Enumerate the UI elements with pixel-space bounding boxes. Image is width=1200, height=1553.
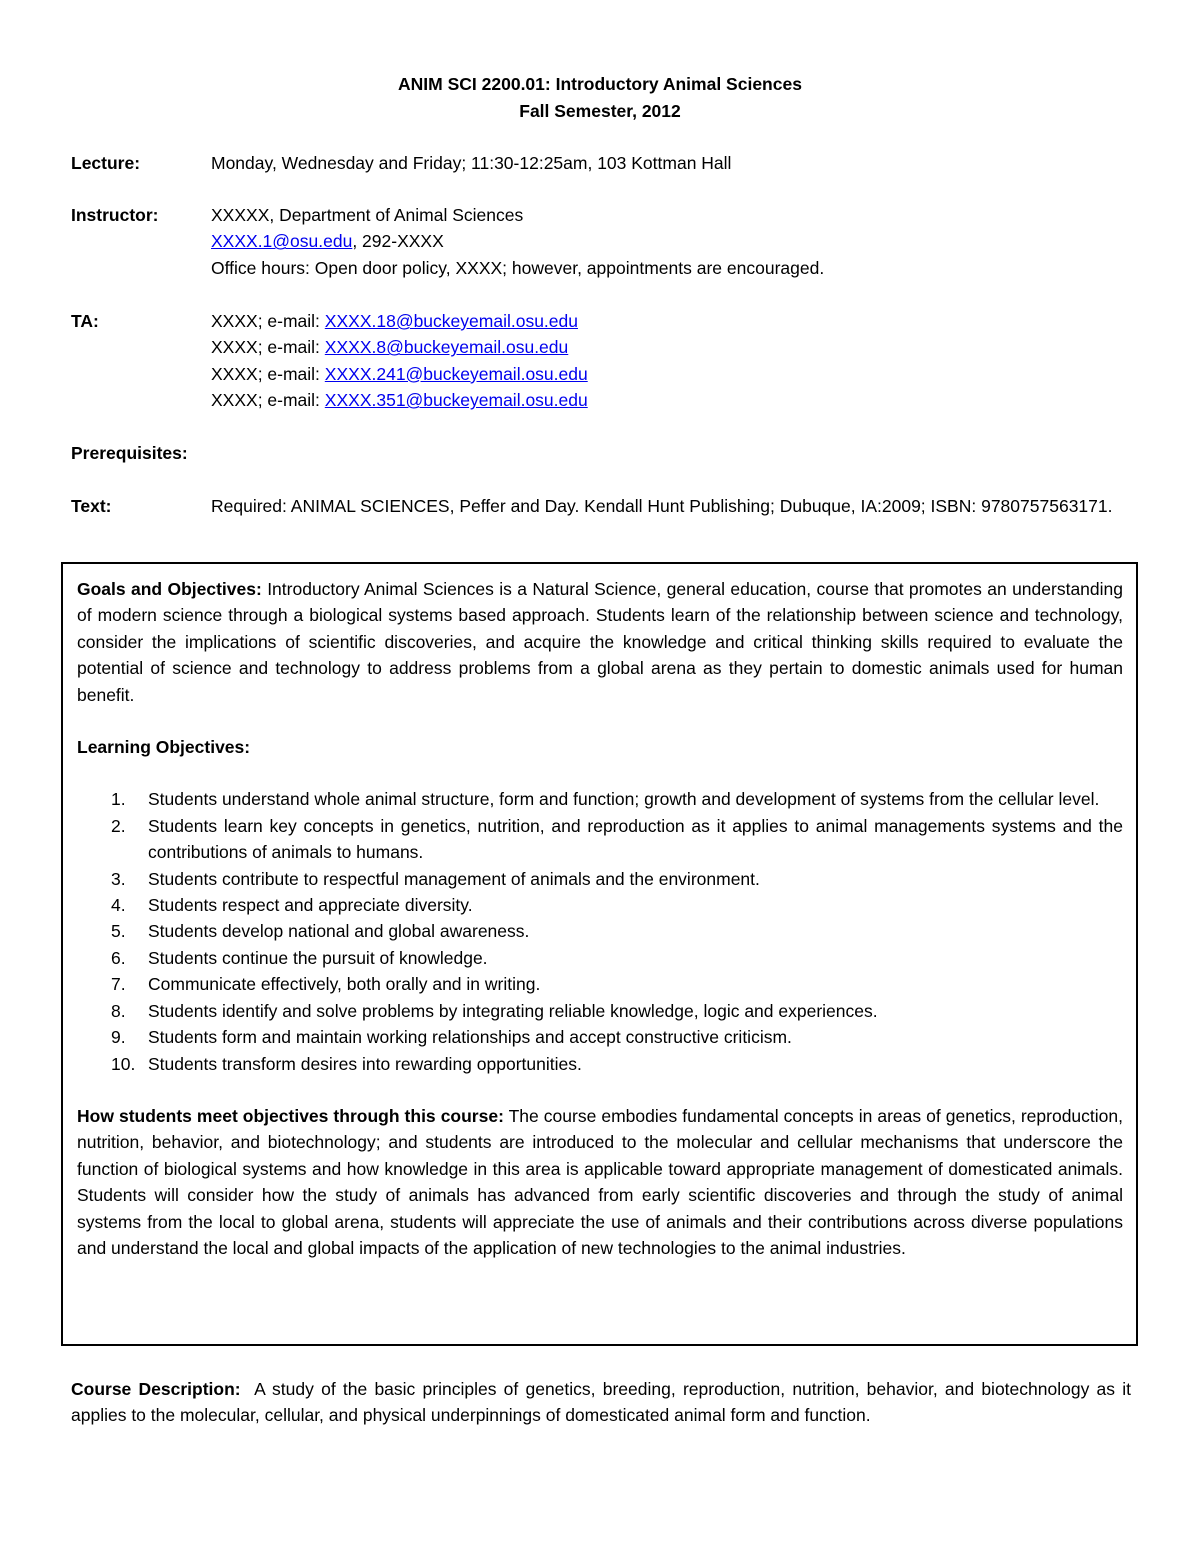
ta-prefix: XXXX; e-mail: bbox=[211, 311, 325, 331]
list-item bbox=[77, 866, 1123, 892]
list-item-number: 9. bbox=[111, 1027, 126, 1048]
ta-email-link[interactable]: XXXX.8@buckeyemail.osu.edu bbox=[324, 337, 569, 358]
list-item-number: 8. bbox=[111, 1000, 126, 1021]
goals-body: Introductory Animal Sciences is a Natural Science, general education, course that promotes an understanding of modern science through a biological systems based approach. Students learn of the relationship between science and technology, consider the implications of scientific discoveries, and acquire the knowledge and critical thinking skills required to evaluate the potential of science and technology to address problems from a global arena as they pertain to domestic animals used for human benefit. bbox=[77, 579, 1123, 705]
semester-title: Fall Semester, 2012 bbox=[519, 101, 681, 121]
ta-prefix: XXXX; e-mail: bbox=[211, 337, 325, 358]
list-item-number: 3. bbox=[111, 868, 126, 889]
list-item-text: Students continue the pursuit of knowledge. bbox=[148, 947, 488, 968]
course-description bbox=[71, 1376, 1136, 1429]
how-meet-lead: How students meet objectives through this course: bbox=[77, 1105, 504, 1126]
list-item bbox=[77, 945, 1123, 971]
learning-objectives-heading: Learning Objectives: bbox=[77, 737, 251, 758]
ta-entry bbox=[211, 361, 1131, 387]
course-description-lead: Course Description: bbox=[71, 1379, 241, 1399]
list-item-number: 10. bbox=[111, 1053, 136, 1074]
instructor-email-link[interactable]: XXXX.1@osu.edu bbox=[211, 231, 353, 252]
ta-list bbox=[211, 308, 1131, 414]
ta-email-link[interactable]: XXXX.18@buckeyemail.osu.edu bbox=[324, 311, 578, 331]
learning-objectives-list bbox=[77, 786, 1123, 1076]
list-item-text: Students contribute to respectful management of animals and the environment. bbox=[148, 868, 760, 889]
list-item bbox=[77, 1051, 1123, 1077]
goals-paragraph bbox=[77, 576, 1123, 708]
list-item bbox=[77, 813, 1123, 866]
list-item bbox=[77, 786, 1123, 812]
prerequisites-label: Prerequisites: bbox=[71, 443, 188, 463]
how-meet-paragraph bbox=[77, 1103, 1123, 1261]
list-item bbox=[77, 918, 1123, 944]
ta-label: TA: bbox=[71, 311, 99, 331]
lecture-value: Monday, Wednesday and Friday; 11:30-12:25am, 103 Kottman Hall bbox=[211, 153, 732, 173]
ta-email-link[interactable]: XXXX.351@buckeyemail.osu.edu bbox=[324, 390, 588, 411]
text-label: Text: bbox=[71, 496, 112, 516]
goals-box bbox=[61, 562, 1138, 1346]
course-title: ANIM SCI 2200.01: Introductory Animal Sciences bbox=[398, 74, 802, 94]
office-hours: Office hours: Open door policy, XXXX; however, appointments are encouraged. bbox=[211, 257, 825, 278]
instructor-phone: , 292-XXXX bbox=[352, 231, 444, 252]
course-description-body: A study of the basic principles of genetics, breeding, reproduction, nutrition, behavior, and biotechnology as it applies to the molecular, cellular, and physical underpinnings of domesticated animal form and function. bbox=[71, 1379, 1136, 1426]
list-item-text: Students transform desires into rewarding opportunities. bbox=[148, 1053, 582, 1074]
list-item-number: 4. bbox=[111, 895, 126, 916]
list-item-text: Students form and maintain working relationships and accept constructive criticism. bbox=[148, 1027, 792, 1048]
instructor-label: Instructor: bbox=[71, 205, 159, 225]
ta-entry bbox=[211, 308, 1131, 334]
list-item-number: 7. bbox=[111, 974, 126, 995]
list-item-number: 2. bbox=[111, 815, 126, 836]
goals-lead: Goals and Objectives: bbox=[77, 579, 262, 599]
list-item-number: 5. bbox=[111, 921, 126, 942]
list-item-text: Students understand whole animal structure, form and function; growth and development of systems from the cellular level. bbox=[148, 789, 1100, 810]
how-meet-body: The course embodies fundamental concepts in areas of genetics, reproduction, nutrition, behavior, and biotechnology; and students are introduced to the molecular and cellular mechanisms that underscore the function of biological systems and how knowledge in this area is applicable toward appropriate management of domesticated animals. Students will consider how the study of animals has advanced from early scientific discoveries and through the study of animal systems from the local to global arena, students will appreciate the use of animals and their contributions across diverse populations and understand the local and global impacts of the application of new technologies to the animal industries. bbox=[77, 1105, 1123, 1258]
list-item-text: Students identify and solve problems by integrating reliable knowledge, logic and experiences. bbox=[148, 1000, 878, 1021]
course-description-paragraph bbox=[71, 1376, 1136, 1429]
instructor-contact bbox=[211, 228, 1131, 254]
list-item-number: 1. bbox=[111, 789, 126, 810]
ta-email-link[interactable]: XXXX.241@buckeyemail.osu.edu bbox=[324, 363, 588, 384]
ta-prefix: XXXX; e-mail: bbox=[211, 390, 325, 411]
goals-box-content bbox=[77, 576, 1123, 1261]
list-item bbox=[77, 892, 1123, 918]
list-item bbox=[77, 1024, 1123, 1050]
list-item bbox=[77, 998, 1123, 1024]
instructor-details bbox=[211, 202, 1131, 281]
ta-entry bbox=[211, 387, 1131, 413]
text-value: Required: ANIMAL SCIENCES, Peffer and Day. Kendall Hunt Publishing; Dubuque, IA:2009; ISBN: 9780757563171. bbox=[211, 496, 1113, 516]
list-item-text: Communicate effectively, both orally and in writing. bbox=[148, 974, 541, 995]
list-item bbox=[77, 971, 1123, 997]
list-item-text: Students learn key concepts in genetics, nutrition, and reproduction as it applies to animal managements systems and the contributions of animals to humans. bbox=[148, 815, 1123, 863]
instructor-name: XXXXX, Department of Animal Sciences bbox=[211, 205, 524, 225]
list-item-text: Students develop national and global awareness. bbox=[148, 921, 530, 942]
list-item-number: 6. bbox=[111, 947, 126, 968]
ta-prefix: XXXX; e-mail: bbox=[211, 363, 325, 384]
lecture-label: Lecture: bbox=[71, 153, 141, 173]
list-item-text: Students respect and appreciate diversity. bbox=[148, 895, 473, 916]
ta-entry bbox=[211, 334, 1131, 360]
